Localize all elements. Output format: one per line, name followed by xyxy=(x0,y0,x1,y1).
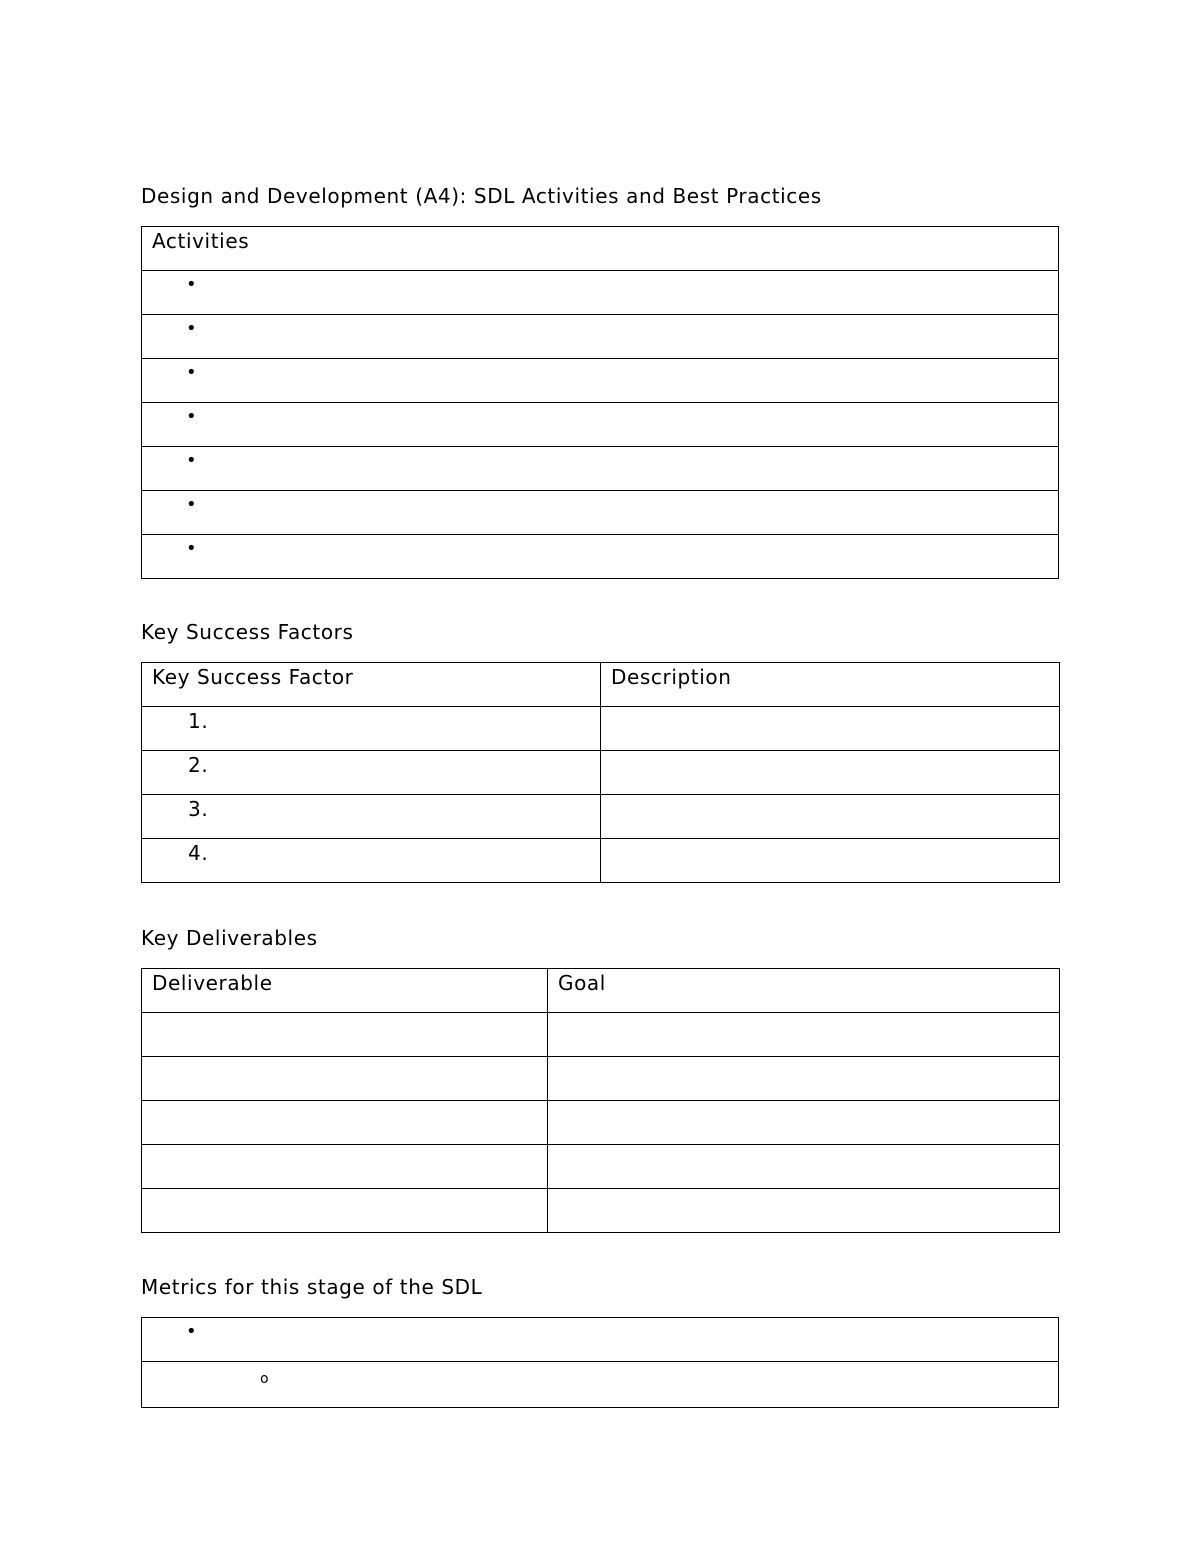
description-column-header: Description xyxy=(611,665,732,689)
activities-header: Activities xyxy=(152,229,250,253)
table-row xyxy=(142,1057,1060,1101)
table-row xyxy=(142,403,1059,447)
table-row xyxy=(142,359,1059,403)
ksf-number: 2. xyxy=(188,753,209,777)
deliverable-column-header: Deliverable xyxy=(152,971,273,995)
deliverable-cell[interactable] xyxy=(142,1013,548,1057)
activity-cell[interactable] xyxy=(142,491,1059,535)
table-header-row xyxy=(142,227,1059,271)
bullet-icon: • xyxy=(186,274,198,295)
table-row xyxy=(142,271,1059,315)
description-header-cell xyxy=(601,663,1060,707)
ksf-number: 3. xyxy=(188,797,209,821)
activities-table xyxy=(141,226,1059,579)
ksf-cell[interactable] xyxy=(142,751,601,795)
table-row xyxy=(142,535,1059,579)
ksf-number: 1. xyxy=(188,709,209,733)
deliverable-cell[interactable] xyxy=(142,1189,548,1233)
table-header-row xyxy=(142,663,1060,707)
activity-cell[interactable] xyxy=(142,315,1059,359)
deliverable-cell[interactable] xyxy=(142,1145,548,1189)
ksf-cell[interactable] xyxy=(142,795,601,839)
metric-sub-cell[interactable] xyxy=(142,1362,1059,1408)
activity-cell[interactable] xyxy=(142,403,1059,447)
table-row xyxy=(142,447,1059,491)
goal-column-header: Goal xyxy=(558,971,606,995)
ksf-column-header: Key Success Factor xyxy=(152,665,354,689)
goal-cell[interactable] xyxy=(548,1145,1060,1189)
deliverable-cell[interactable] xyxy=(142,1057,548,1101)
activity-cell[interactable] xyxy=(142,359,1059,403)
ksf-cell[interactable] xyxy=(142,839,601,883)
goal-cell[interactable] xyxy=(548,1057,1060,1101)
deliverable-cell[interactable] xyxy=(142,1101,548,1145)
description-cell[interactable] xyxy=(601,751,1060,795)
key-deliverables-title: Key Deliverables xyxy=(141,926,318,950)
activity-cell[interactable] xyxy=(142,535,1059,579)
goal-cell[interactable] xyxy=(548,1013,1060,1057)
key-deliverables-table xyxy=(141,968,1060,1233)
description-cell[interactable] xyxy=(601,839,1060,883)
table-row xyxy=(142,751,1060,795)
activity-cell[interactable] xyxy=(142,271,1059,315)
table-row xyxy=(142,491,1059,535)
description-cell[interactable] xyxy=(601,707,1060,751)
table-row xyxy=(142,707,1060,751)
table-row xyxy=(142,1362,1059,1408)
goal-header-cell xyxy=(548,969,1060,1013)
activities-section-title: Design and Development (A4): SDL Activities and Best Practices xyxy=(141,184,822,208)
bullet-icon: • xyxy=(186,494,198,515)
circle-bullet-icon: o xyxy=(260,1371,270,1387)
ksf-number: 4. xyxy=(188,841,209,865)
bullet-icon: • xyxy=(186,362,198,383)
metrics-section-title: Metrics for this stage of the SDL xyxy=(141,1275,483,1299)
ksf-header-cell xyxy=(142,663,601,707)
table-row xyxy=(142,839,1060,883)
bullet-icon: • xyxy=(186,406,198,427)
metrics-table xyxy=(141,1317,1059,1408)
ksf-cell[interactable] xyxy=(142,707,601,751)
bullet-icon: • xyxy=(186,1321,198,1342)
table-row xyxy=(142,1013,1060,1057)
table-row xyxy=(142,315,1059,359)
table-row xyxy=(142,1189,1060,1233)
bullet-icon: • xyxy=(186,450,198,471)
table-header-row xyxy=(142,969,1060,1013)
table-row xyxy=(142,1318,1059,1362)
goal-cell[interactable] xyxy=(548,1101,1060,1145)
goal-cell[interactable] xyxy=(548,1189,1060,1233)
table-row xyxy=(142,1101,1060,1145)
table-row xyxy=(142,1145,1060,1189)
deliverable-header-cell xyxy=(142,969,548,1013)
bullet-icon: • xyxy=(186,538,198,559)
table-row xyxy=(142,795,1060,839)
description-cell[interactable] xyxy=(601,795,1060,839)
key-success-factors-title: Key Success Factors xyxy=(141,620,354,644)
metric-cell[interactable] xyxy=(142,1318,1059,1362)
activities-header-cell xyxy=(142,227,1059,271)
activity-cell[interactable] xyxy=(142,447,1059,491)
bullet-icon: • xyxy=(186,318,198,339)
key-success-factors-table xyxy=(141,662,1060,883)
